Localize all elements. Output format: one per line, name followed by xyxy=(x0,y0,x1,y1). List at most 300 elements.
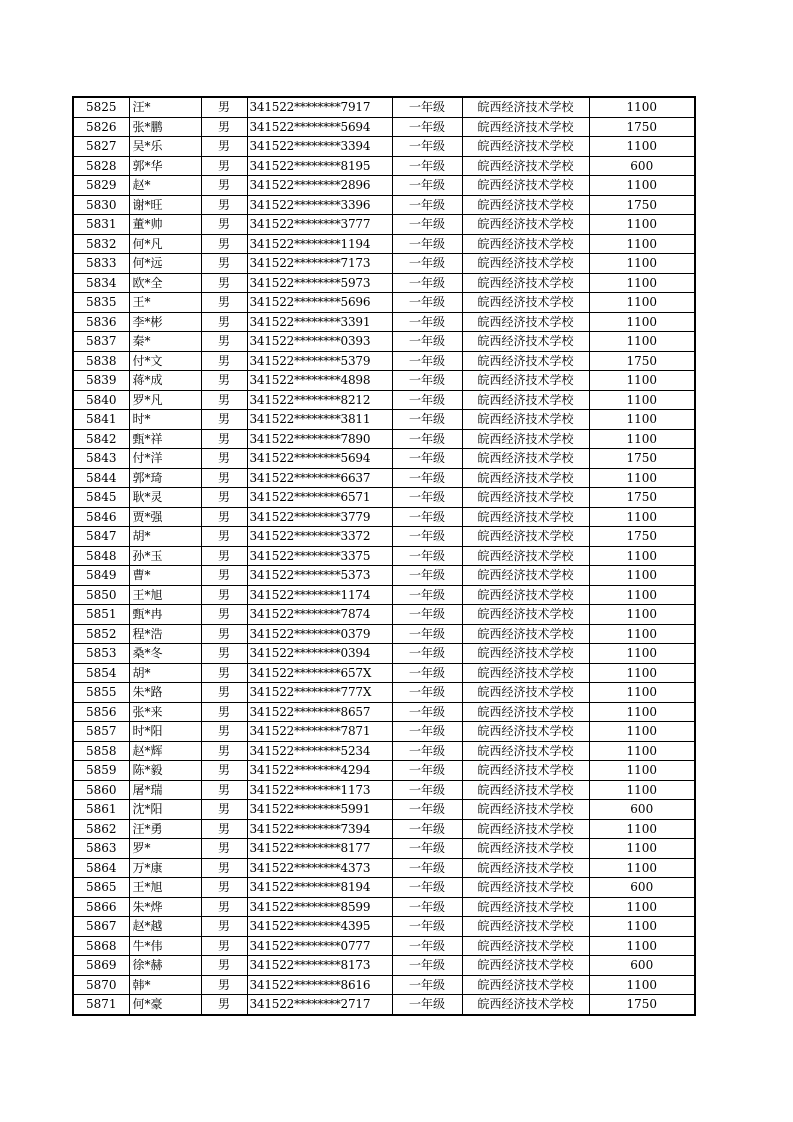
id-number-cell: 341522********0394 xyxy=(247,644,392,664)
id-number-cell: 341522********0393 xyxy=(247,332,392,352)
row-number-cell: 5828 xyxy=(73,156,129,176)
student-gender-cell: 男 xyxy=(201,917,247,937)
id-number-cell: 341522********3779 xyxy=(247,507,392,527)
school-name-cell: 皖西经济技术学校 xyxy=(462,156,589,176)
table-row xyxy=(73,585,695,605)
table-row xyxy=(73,97,695,117)
student-name-cell: 赵* xyxy=(129,176,201,196)
subsidy-amount-cell: 1100 xyxy=(589,254,695,274)
student-gender-cell: 男 xyxy=(201,858,247,878)
subsidy-amount-cell: 1750 xyxy=(589,351,695,371)
school-name-cell: 皖西经济技术学校 xyxy=(462,312,589,332)
student-name-cell: 李*彬 xyxy=(129,312,201,332)
student-name-cell: 韩* xyxy=(129,975,201,995)
grade-cell: 一年级 xyxy=(392,605,462,625)
grade-cell: 一年级 xyxy=(392,390,462,410)
table-row xyxy=(73,254,695,274)
id-number-cell: 341522********8177 xyxy=(247,839,392,859)
row-number-cell: 5865 xyxy=(73,878,129,898)
grade-cell: 一年级 xyxy=(392,429,462,449)
grade-cell: 一年级 xyxy=(392,351,462,371)
subsidy-amount-cell: 1100 xyxy=(589,137,695,157)
row-number-cell: 5849 xyxy=(73,566,129,586)
subsidy-amount-cell: 1100 xyxy=(589,683,695,703)
subsidy-amount-cell: 1100 xyxy=(589,371,695,391)
student-name-cell: 何*豪 xyxy=(129,995,201,1015)
id-number-cell: 341522********5696 xyxy=(247,293,392,313)
school-name-cell: 皖西经济技术学校 xyxy=(462,488,589,508)
student-gender-cell: 男 xyxy=(201,585,247,605)
school-name-cell: 皖西经济技术学校 xyxy=(462,429,589,449)
row-number-cell: 5833 xyxy=(73,254,129,274)
student-gender-cell: 男 xyxy=(201,332,247,352)
subsidy-amount-cell: 1100 xyxy=(589,819,695,839)
id-number-cell: 341522********4395 xyxy=(247,917,392,937)
student-name-cell: 贾*强 xyxy=(129,507,201,527)
student-gender-cell: 男 xyxy=(201,741,247,761)
row-number-cell: 5850 xyxy=(73,585,129,605)
id-number-cell: 341522********3396 xyxy=(247,195,392,215)
id-number-cell: 341522********777X xyxy=(247,683,392,703)
school-name-cell: 皖西经济技术学校 xyxy=(462,97,589,117)
subsidy-amount-cell: 1100 xyxy=(589,97,695,117)
row-number-cell: 5844 xyxy=(73,468,129,488)
id-number-cell: 341522********7874 xyxy=(247,605,392,625)
table-row xyxy=(73,761,695,781)
student-name-cell: 郭*琦 xyxy=(129,468,201,488)
subsidy-amount-cell: 1100 xyxy=(589,468,695,488)
subsidy-amount-cell: 1100 xyxy=(589,644,695,664)
id-number-cell: 341522********8599 xyxy=(247,897,392,917)
grade-cell: 一年级 xyxy=(392,293,462,313)
student-gender-cell: 男 xyxy=(201,97,247,117)
table-row xyxy=(73,410,695,430)
subsidy-amount-cell: 1100 xyxy=(589,761,695,781)
student-gender-cell: 男 xyxy=(201,663,247,683)
table-row xyxy=(73,702,695,722)
school-name-cell: 皖西经济技术学校 xyxy=(462,605,589,625)
student-name-cell: 罗* xyxy=(129,839,201,859)
grade-cell: 一年级 xyxy=(392,507,462,527)
row-number-cell: 5825 xyxy=(73,97,129,117)
row-number-cell: 5857 xyxy=(73,722,129,742)
school-name-cell: 皖西经济技术学校 xyxy=(462,449,589,469)
student-gender-cell: 男 xyxy=(201,800,247,820)
student-gender-cell: 男 xyxy=(201,488,247,508)
student-gender-cell: 男 xyxy=(201,605,247,625)
school-name-cell: 皖西经济技术学校 xyxy=(462,878,589,898)
id-number-cell: 341522********3394 xyxy=(247,137,392,157)
grade-cell: 一年级 xyxy=(392,975,462,995)
id-number-cell: 341522********7173 xyxy=(247,254,392,274)
school-name-cell: 皖西经济技术学校 xyxy=(462,546,589,566)
school-name-cell: 皖西经济技术学校 xyxy=(462,215,589,235)
row-number-cell: 5856 xyxy=(73,702,129,722)
id-number-cell: 341522********5373 xyxy=(247,566,392,586)
row-number-cell: 5868 xyxy=(73,936,129,956)
student-gender-cell: 男 xyxy=(201,156,247,176)
student-name-cell: 张*来 xyxy=(129,702,201,722)
school-name-cell: 皖西经济技术学校 xyxy=(462,800,589,820)
subsidy-amount-cell: 1100 xyxy=(589,975,695,995)
student-name-cell: 朱*路 xyxy=(129,683,201,703)
student-gender-cell: 男 xyxy=(201,351,247,371)
school-name-cell: 皖西经济技术学校 xyxy=(462,410,589,430)
subsidy-amount-cell: 1100 xyxy=(589,429,695,449)
student-name-cell: 曹* xyxy=(129,566,201,586)
id-number-cell: 341522********1194 xyxy=(247,234,392,254)
id-number-cell: 341522********5234 xyxy=(247,741,392,761)
student-name-cell: 王*旭 xyxy=(129,878,201,898)
school-name-cell: 皖西经济技术学校 xyxy=(462,468,589,488)
school-name-cell: 皖西经济技术学校 xyxy=(462,741,589,761)
row-number-cell: 5840 xyxy=(73,390,129,410)
student-name-cell: 欧*全 xyxy=(129,273,201,293)
school-name-cell: 皖西经济技术学校 xyxy=(462,663,589,683)
subsidy-amount-cell: 1750 xyxy=(589,117,695,137)
row-number-cell: 5841 xyxy=(73,410,129,430)
student-name-cell: 汪*勇 xyxy=(129,819,201,839)
student-name-cell: 付*洋 xyxy=(129,449,201,469)
subsidy-amount-cell: 1100 xyxy=(589,605,695,625)
table-row xyxy=(73,546,695,566)
id-number-cell: 341522********3391 xyxy=(247,312,392,332)
table-row xyxy=(73,507,695,527)
row-number-cell: 5861 xyxy=(73,800,129,820)
id-number-cell: 341522********6637 xyxy=(247,468,392,488)
grade-cell: 一年级 xyxy=(392,780,462,800)
row-number-cell: 5834 xyxy=(73,273,129,293)
school-name-cell: 皖西经济技术学校 xyxy=(462,780,589,800)
student-gender-cell: 男 xyxy=(201,429,247,449)
school-name-cell: 皖西经济技术学校 xyxy=(462,975,589,995)
school-name-cell: 皖西经济技术学校 xyxy=(462,585,589,605)
table-row xyxy=(73,878,695,898)
subsidy-amount-cell: 1100 xyxy=(589,332,695,352)
school-name-cell: 皖西经济技术学校 xyxy=(462,332,589,352)
table-row xyxy=(73,312,695,332)
id-number-cell: 341522********3372 xyxy=(247,527,392,547)
student-gender-cell: 男 xyxy=(201,273,247,293)
subsidy-amount-cell: 1100 xyxy=(589,624,695,644)
id-number-cell: 341522********2717 xyxy=(247,995,392,1015)
id-number-cell: 341522********8195 xyxy=(247,156,392,176)
table-row xyxy=(73,488,695,508)
table-row xyxy=(73,156,695,176)
table-row xyxy=(73,293,695,313)
subsidy-amount-cell: 1100 xyxy=(589,780,695,800)
table-row xyxy=(73,351,695,371)
row-number-cell: 5852 xyxy=(73,624,129,644)
subsidy-amount-cell: 1750 xyxy=(589,195,695,215)
student-name-cell: 甄*祥 xyxy=(129,429,201,449)
grade-cell: 一年级 xyxy=(392,917,462,937)
student-name-cell: 屠*瑞 xyxy=(129,780,201,800)
school-name-cell: 皖西经济技术学校 xyxy=(462,858,589,878)
subsidy-amount-cell: 600 xyxy=(589,800,695,820)
student-gender-cell: 男 xyxy=(201,878,247,898)
student-name-cell: 桑*冬 xyxy=(129,644,201,664)
table-row xyxy=(73,819,695,839)
student-name-cell: 牛*伟 xyxy=(129,936,201,956)
row-number-cell: 5827 xyxy=(73,137,129,157)
id-number-cell: 341522********8173 xyxy=(247,956,392,976)
id-number-cell: 341522********5379 xyxy=(247,351,392,371)
student-gender-cell: 男 xyxy=(201,839,247,859)
school-name-cell: 皖西经济技术学校 xyxy=(462,702,589,722)
subsidy-amount-cell: 1100 xyxy=(589,546,695,566)
id-number-cell: 341522********5694 xyxy=(247,449,392,469)
student-gender-cell: 男 xyxy=(201,624,247,644)
subsidy-amount-cell: 1100 xyxy=(589,273,695,293)
table-row xyxy=(73,624,695,644)
row-number-cell: 5842 xyxy=(73,429,129,449)
id-number-cell: 341522********7917 xyxy=(247,97,392,117)
table-row xyxy=(73,936,695,956)
grade-cell: 一年级 xyxy=(392,117,462,137)
grade-cell: 一年级 xyxy=(392,254,462,274)
row-number-cell: 5863 xyxy=(73,839,129,859)
student-gender-cell: 男 xyxy=(201,722,247,742)
student-gender-cell: 男 xyxy=(201,117,247,137)
grade-cell: 一年级 xyxy=(392,468,462,488)
subsidy-amount-cell: 1750 xyxy=(589,449,695,469)
row-number-cell: 5848 xyxy=(73,546,129,566)
row-number-cell: 5867 xyxy=(73,917,129,937)
student-name-cell: 汪* xyxy=(129,97,201,117)
grade-cell: 一年级 xyxy=(392,839,462,859)
table-row xyxy=(73,527,695,547)
student-gender-cell: 男 xyxy=(201,566,247,586)
table-row xyxy=(73,683,695,703)
student-gender-cell: 男 xyxy=(201,995,247,1015)
student-gender-cell: 男 xyxy=(201,975,247,995)
grade-cell: 一年级 xyxy=(392,819,462,839)
subsidy-amount-cell: 1750 xyxy=(589,488,695,508)
subsidy-amount-cell: 1100 xyxy=(589,702,695,722)
grade-cell: 一年级 xyxy=(392,488,462,508)
student-gender-cell: 男 xyxy=(201,897,247,917)
student-name-cell: 何*远 xyxy=(129,254,201,274)
grade-cell: 一年级 xyxy=(392,156,462,176)
subsidy-amount-cell: 1100 xyxy=(589,741,695,761)
student-gender-cell: 男 xyxy=(201,644,247,664)
student-gender-cell: 男 xyxy=(201,293,247,313)
school-name-cell: 皖西经济技术学校 xyxy=(462,351,589,371)
row-number-cell: 5839 xyxy=(73,371,129,391)
school-name-cell: 皖西经济技术学校 xyxy=(462,234,589,254)
school-name-cell: 皖西经济技术学校 xyxy=(462,722,589,742)
school-name-cell: 皖西经济技术学校 xyxy=(462,624,589,644)
table-row xyxy=(73,234,695,254)
grade-cell: 一年级 xyxy=(392,741,462,761)
table-row xyxy=(73,429,695,449)
table-row xyxy=(73,741,695,761)
student-name-cell: 万*康 xyxy=(129,858,201,878)
row-number-cell: 5851 xyxy=(73,605,129,625)
student-gender-cell: 男 xyxy=(201,819,247,839)
subsidy-amount-cell: 1100 xyxy=(589,507,695,527)
student-name-cell: 赵*辉 xyxy=(129,741,201,761)
table-row xyxy=(73,780,695,800)
grade-cell: 一年级 xyxy=(392,546,462,566)
row-number-cell: 5869 xyxy=(73,956,129,976)
grade-cell: 一年级 xyxy=(392,702,462,722)
school-name-cell: 皖西经济技术学校 xyxy=(462,273,589,293)
row-number-cell: 5846 xyxy=(73,507,129,527)
id-number-cell: 341522********8194 xyxy=(247,878,392,898)
id-number-cell: 341522********8616 xyxy=(247,975,392,995)
subsidy-amount-cell: 1100 xyxy=(589,215,695,235)
subsidy-amount-cell: 1100 xyxy=(589,312,695,332)
school-name-cell: 皖西经济技术学校 xyxy=(462,761,589,781)
subsidy-amount-cell: 600 xyxy=(589,956,695,976)
table-row xyxy=(73,800,695,820)
school-name-cell: 皖西经济技术学校 xyxy=(462,527,589,547)
grade-cell: 一年级 xyxy=(392,234,462,254)
subsidy-amount-cell: 1100 xyxy=(589,839,695,859)
grade-cell: 一年级 xyxy=(392,137,462,157)
grade-cell: 一年级 xyxy=(392,585,462,605)
subsidy-amount-cell: 1100 xyxy=(589,390,695,410)
id-number-cell: 341522********8657 xyxy=(247,702,392,722)
student-name-cell: 赵*越 xyxy=(129,917,201,937)
student-name-cell: 甄*冉 xyxy=(129,605,201,625)
grade-cell: 一年级 xyxy=(392,683,462,703)
row-number-cell: 5858 xyxy=(73,741,129,761)
row-number-cell: 5847 xyxy=(73,527,129,547)
student-gender-cell: 男 xyxy=(201,936,247,956)
student-gender-cell: 男 xyxy=(201,527,247,547)
table-row xyxy=(73,390,695,410)
id-number-cell: 341522********5991 xyxy=(247,800,392,820)
student-gender-cell: 男 xyxy=(201,780,247,800)
school-name-cell: 皖西经济技术学校 xyxy=(462,117,589,137)
id-number-cell: 341522********7394 xyxy=(247,819,392,839)
subsidy-amount-cell: 1100 xyxy=(589,663,695,683)
student-gender-cell: 男 xyxy=(201,254,247,274)
row-number-cell: 5860 xyxy=(73,780,129,800)
student-gender-cell: 男 xyxy=(201,195,247,215)
student-name-cell: 时* xyxy=(129,410,201,430)
table-row xyxy=(73,858,695,878)
grade-cell: 一年级 xyxy=(392,897,462,917)
subsidy-amount-cell: 1100 xyxy=(589,293,695,313)
table-row xyxy=(73,371,695,391)
table-row xyxy=(73,195,695,215)
grade-cell: 一年级 xyxy=(392,995,462,1015)
student-gender-cell: 男 xyxy=(201,410,247,430)
grade-cell: 一年级 xyxy=(392,644,462,664)
id-number-cell: 341522********8212 xyxy=(247,390,392,410)
student-name-cell: 罗*凡 xyxy=(129,390,201,410)
student-name-cell: 张*鹏 xyxy=(129,117,201,137)
student-gender-cell: 男 xyxy=(201,761,247,781)
table-row xyxy=(73,449,695,469)
subsidy-amount-cell: 1100 xyxy=(589,566,695,586)
grade-cell: 一年级 xyxy=(392,936,462,956)
student-gender-cell: 男 xyxy=(201,507,247,527)
student-gender-cell: 男 xyxy=(201,312,247,332)
table-row xyxy=(73,663,695,683)
row-number-cell: 5855 xyxy=(73,683,129,703)
id-number-cell: 341522********5973 xyxy=(247,273,392,293)
grade-cell: 一年级 xyxy=(392,527,462,547)
id-number-cell: 341522********1174 xyxy=(247,585,392,605)
subsidy-amount-cell: 1100 xyxy=(589,897,695,917)
id-number-cell: 341522********4373 xyxy=(247,858,392,878)
grade-cell: 一年级 xyxy=(392,215,462,235)
table-row xyxy=(73,137,695,157)
school-name-cell: 皖西经济技术学校 xyxy=(462,293,589,313)
id-number-cell: 341522********3375 xyxy=(247,546,392,566)
subsidy-amount-cell: 1100 xyxy=(589,936,695,956)
student-gender-cell: 男 xyxy=(201,956,247,976)
school-name-cell: 皖西经济技术学校 xyxy=(462,917,589,937)
row-number-cell: 5826 xyxy=(73,117,129,137)
table-row xyxy=(73,839,695,859)
subsidy-amount-cell: 1100 xyxy=(589,917,695,937)
table-row xyxy=(73,566,695,586)
id-number-cell: 341522********4294 xyxy=(247,761,392,781)
id-number-cell: 341522********0379 xyxy=(247,624,392,644)
student-name-cell: 程*浩 xyxy=(129,624,201,644)
table-row xyxy=(73,332,695,352)
id-number-cell: 341522********3777 xyxy=(247,215,392,235)
row-number-cell: 5829 xyxy=(73,176,129,196)
id-number-cell: 341522********5694 xyxy=(247,117,392,137)
table-row xyxy=(73,273,695,293)
id-number-cell: 341522********7890 xyxy=(247,429,392,449)
school-name-cell: 皖西经济技术学校 xyxy=(462,566,589,586)
row-number-cell: 5845 xyxy=(73,488,129,508)
grade-cell: 一年级 xyxy=(392,624,462,644)
row-number-cell: 5838 xyxy=(73,351,129,371)
school-name-cell: 皖西经济技术学校 xyxy=(462,819,589,839)
grade-cell: 一年级 xyxy=(392,97,462,117)
table-row xyxy=(73,956,695,976)
school-name-cell: 皖西经济技术学校 xyxy=(462,176,589,196)
id-number-cell: 341522********0777 xyxy=(247,936,392,956)
row-number-cell: 5862 xyxy=(73,819,129,839)
grade-cell: 一年级 xyxy=(392,332,462,352)
table-row xyxy=(73,917,695,937)
student-name-cell: 董*帅 xyxy=(129,215,201,235)
student-name-cell: 陈*毅 xyxy=(129,761,201,781)
grade-cell: 一年级 xyxy=(392,176,462,196)
table-row xyxy=(73,897,695,917)
id-number-cell: 341522********6571 xyxy=(247,488,392,508)
student-name-cell: 朱*烨 xyxy=(129,897,201,917)
row-number-cell: 5859 xyxy=(73,761,129,781)
student-name-cell: 秦* xyxy=(129,332,201,352)
row-number-cell: 5843 xyxy=(73,449,129,469)
table-row xyxy=(73,605,695,625)
id-number-cell: 341522********657X xyxy=(247,663,392,683)
table-row xyxy=(73,722,695,742)
student-name-cell: 徐*赫 xyxy=(129,956,201,976)
row-number-cell: 5837 xyxy=(73,332,129,352)
grade-cell: 一年级 xyxy=(392,663,462,683)
student-name-cell: 胡* xyxy=(129,663,201,683)
student-name-cell: 孙*玉 xyxy=(129,546,201,566)
id-number-cell: 341522********2896 xyxy=(247,176,392,196)
student-gender-cell: 男 xyxy=(201,468,247,488)
student-name-cell: 时*阳 xyxy=(129,722,201,742)
row-number-cell: 5854 xyxy=(73,663,129,683)
student-name-cell: 王*旭 xyxy=(129,585,201,605)
student-name-cell: 郭*华 xyxy=(129,156,201,176)
